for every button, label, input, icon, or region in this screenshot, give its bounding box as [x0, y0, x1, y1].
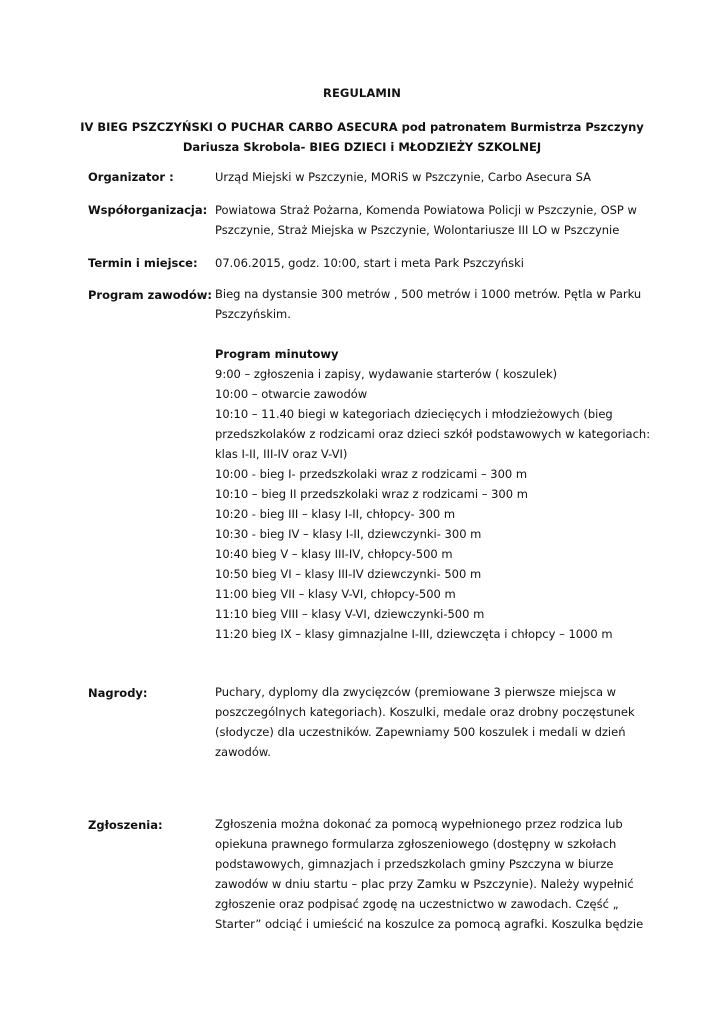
termin-label: Termin i miejsce: [88, 256, 198, 270]
zgloszenia-line: zawodów w dniu startu – plac przy Zamku w Pszczynie). Należy wypełnić [215, 877, 634, 891]
nagrody-line: (słodycze) dla uczestników. Zapewniamy 500 koszulek i medali w dzień [215, 725, 626, 739]
schedule-item: 10:00 - bieg I- przedszkolaki wraz z rodzicami – 300 m [215, 467, 528, 481]
schedule-item: 10:10 – 11.40 biegi w kategoriach dziecięcych i młodzieżowych (bieg [215, 407, 613, 421]
organizator-text [215, 167, 640, 187]
document-subtitle [60, 117, 664, 157]
zgloszenia-text [215, 814, 644, 934]
schedule-item: przedszkolaków z rodzicami oraz dzieci szkół podstawowych w kategoriach: [215, 427, 651, 441]
schedule-item: 11:20 bieg IX – klasy gimnazjalne I-III, dziewczęta i chłopcy – 1000 m [215, 627, 613, 641]
zgloszenia-line: Starter” odciąć i umieścić na koszulce za pomocą agrafki. Koszulka będzie [215, 917, 644, 931]
schedule-item: 10:30 - bieg IV – klasy I-II, dziewczynki- 300 m [215, 527, 482, 541]
nagrody-line: Puchary, dyplomy dla zwycięzców (premiowane 3 pierwsze miejsca w [215, 685, 617, 699]
nagrody-text [215, 682, 640, 762]
wspolorganizacja-line: Pszczynie, Straż Miejska w Pszczynie, Wolontariusze III LO w Pszczynie [215, 223, 620, 237]
zgloszenia-line: podstawowych, gimnazjach i przedszkolach gminy Pszczyna w biurze [215, 857, 614, 871]
schedule-item: 11:10 bieg VIII – klasy V-VI, dziewczynki-500 m [215, 607, 485, 621]
schedule-item: 10:50 bieg VI – klasy III-IV dziewczynki- 500 m [215, 567, 482, 581]
zgloszenia-line: Zgłoszenia można dokonać za pomocą wypełnionego przez rodzica lub [215, 817, 623, 831]
termin-text [215, 253, 640, 273]
wspolorganizacja-label: Współorganizacja: [88, 203, 208, 217]
zgloszenia-line: zgłoszenie oraz podpisać zgodę na uczestnictwo w zawodach. Część „ [215, 897, 619, 911]
organizator-line: Urząd Miejski w Pszczynie, MORiS w Pszczynie, Carbo Asecura SA [215, 170, 592, 184]
subtitle-line-1: IV BIEG PSZCZYŃSKI O PUCHAR CARBO ASECURA pod patronatem Burmistrza Pszczyny [80, 120, 644, 134]
program-line: Pszczyńskim. [215, 307, 291, 321]
schedule-item: 10:00 – otwarcie zawodów [215, 387, 368, 401]
nagrody-line: zawodów. [215, 745, 271, 759]
subtitle-line-2: Dariusza Skrobola- BIEG DZIECI i MŁODZIEŻY SZKOLNEJ [182, 140, 542, 154]
schedule-item: 9:00 – zgłoszenia i zapisy, wydawanie starterów ( koszulek) [215, 367, 558, 381]
nagrody-line: poszczególnych kategoriach). Koszulki, medale oraz drobny poczęstunek [215, 705, 635, 719]
schedule-item: 10:40 bieg V – klasy III-IV, chłopcy-500 m [215, 547, 453, 561]
program-label: Program zawodów: [88, 288, 212, 302]
organizator-label: Organizator : [88, 170, 174, 184]
schedule-item: 10:20 - bieg III – klasy I-II, chłopcy- 300 m [215, 507, 456, 521]
program-text [215, 284, 640, 324]
schedule-item: 11:00 bieg VII – klasy V-VI, chłopcy-500 m [215, 587, 456, 601]
wspolorganizacja-line: Powiatowa Straż Pożarna, Komenda Powiatowa Policji w Pszczynie, OSP w [215, 203, 637, 217]
document-title: REGULAMIN [323, 86, 401, 100]
program-line: Bieg na dystansie 300 metrów , 500 metrów i 1000 metrów. Pętla w Parku [215, 287, 642, 301]
termin-line: 07.06.2015, godz. 10:00, start i meta Park Pszczyński [215, 256, 524, 270]
program-minutowy-heading: Program minutowy [215, 347, 339, 361]
nagrody-label: Nagrody: [88, 686, 148, 700]
zgloszenia-line: opiekuna prawnego formularza zgłoszeniowego (dostępny w szkołach [215, 837, 617, 851]
program-minutowy [215, 344, 651, 644]
wspolorganizacja-text [215, 200, 640, 240]
zgloszenia-label: Zgłoszenia: [88, 818, 163, 832]
schedule-item: 10:10 – bieg II przedszkolaki wraz z rodzicami – 300 m [215, 487, 528, 501]
schedule-item: klas I-II, III-IV oraz V-VI) [215, 447, 348, 461]
